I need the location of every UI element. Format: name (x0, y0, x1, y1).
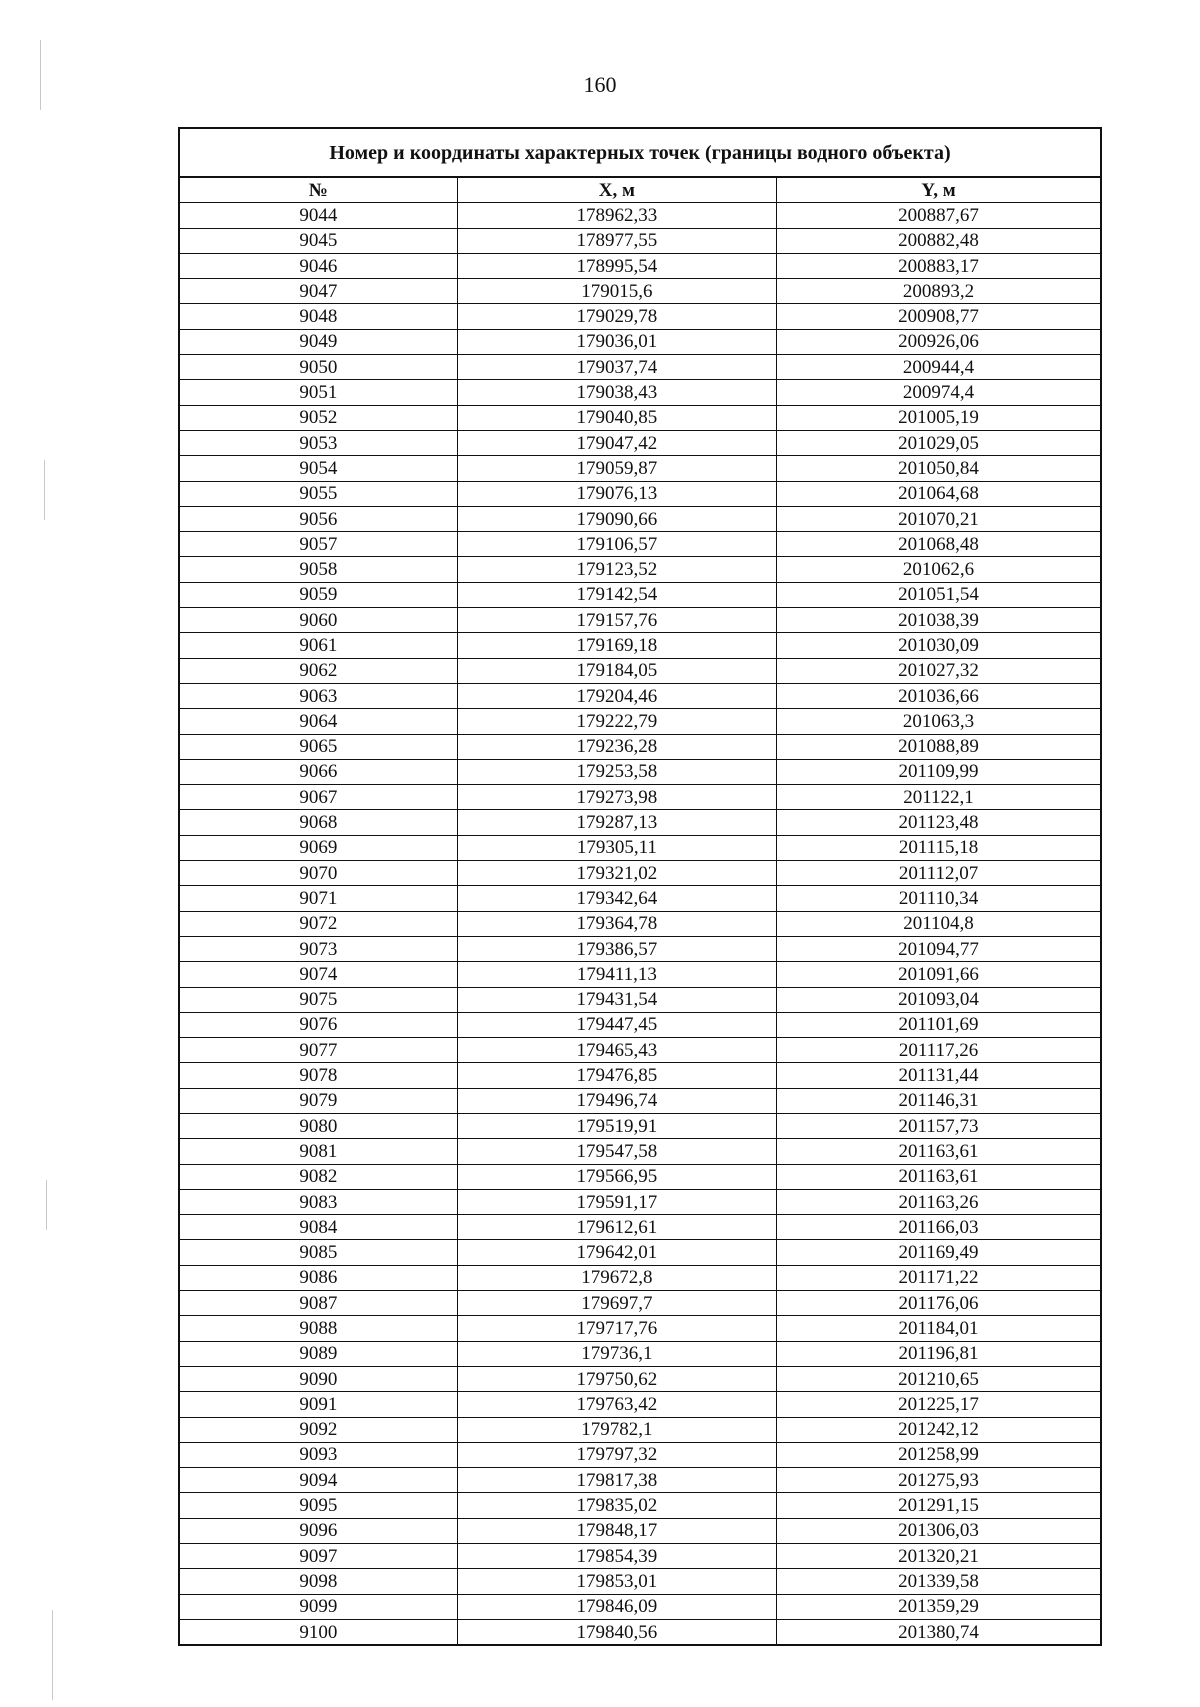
point-number-cell: 9054 (180, 456, 457, 481)
table-row (180, 1619, 1100, 1644)
point-number-cell: 9052 (180, 405, 457, 430)
point-number-cell: 9078 (180, 1063, 457, 1088)
table-row (180, 228, 1100, 253)
y-coordinate-cell: 201064,68 (777, 481, 1100, 506)
y-coordinate-cell: 201157,73 (777, 1113, 1100, 1138)
point-number-cell: 9072 (180, 911, 457, 936)
x-coordinate-cell: 179253,58 (457, 759, 776, 784)
table-row (180, 987, 1100, 1012)
y-coordinate-cell: 201051,54 (777, 582, 1100, 607)
y-coordinate-cell: 201110,34 (777, 886, 1100, 911)
point-number-cell: 9082 (180, 1164, 457, 1189)
point-number-cell: 9069 (180, 835, 457, 860)
x-coordinate-cell: 179036,01 (457, 329, 776, 354)
scan-margin-mark (46, 1180, 47, 1230)
x-coordinate-cell: 179782,1 (457, 1417, 776, 1442)
table-row (180, 1088, 1100, 1113)
y-coordinate-cell: 201030,09 (777, 633, 1100, 658)
y-coordinate-cell: 201169,49 (777, 1240, 1100, 1265)
x-coordinate-cell: 179496,74 (457, 1088, 776, 1113)
y-coordinate-cell: 201306,03 (777, 1518, 1100, 1543)
table-row (180, 1341, 1100, 1366)
x-coordinate-cell: 178995,54 (457, 253, 776, 278)
table-row (180, 1417, 1100, 1442)
x-coordinate-cell: 179142,54 (457, 582, 776, 607)
table-row (180, 279, 1100, 304)
coordinates-table (180, 178, 1100, 1644)
y-coordinate-cell: 201036,66 (777, 683, 1100, 708)
point-number-cell: 9079 (180, 1088, 457, 1113)
point-number-cell: 9061 (180, 633, 457, 658)
table-row (180, 329, 1100, 354)
x-coordinate-cell: 179184,05 (457, 658, 776, 683)
point-number-cell: 9100 (180, 1619, 457, 1644)
y-coordinate-cell: 201050,84 (777, 456, 1100, 481)
y-coordinate-cell: 201242,12 (777, 1417, 1100, 1442)
y-coordinate-cell: 200887,67 (777, 203, 1100, 228)
point-number-cell: 9093 (180, 1442, 457, 1467)
table-row (180, 405, 1100, 430)
x-coordinate-cell: 179840,56 (457, 1619, 776, 1644)
point-number-cell: 9065 (180, 734, 457, 759)
y-coordinate-cell: 201091,66 (777, 962, 1100, 987)
table-row (180, 1038, 1100, 1063)
x-coordinate-cell: 179364,78 (457, 911, 776, 936)
y-coordinate-cell: 201088,89 (777, 734, 1100, 759)
x-coordinate-cell: 179591,17 (457, 1189, 776, 1214)
table-row (180, 1544, 1100, 1569)
x-coordinate-cell: 179848,17 (457, 1518, 776, 1543)
y-coordinate-cell: 200883,17 (777, 253, 1100, 278)
x-coordinate-cell: 179047,42 (457, 430, 776, 455)
y-coordinate-cell: 201196,81 (777, 1341, 1100, 1366)
table-row (180, 1164, 1100, 1189)
y-coordinate-cell: 200908,77 (777, 304, 1100, 329)
table-row (180, 1189, 1100, 1214)
y-coordinate-cell: 201210,65 (777, 1366, 1100, 1391)
x-coordinate-cell: 179287,13 (457, 810, 776, 835)
y-coordinate-cell: 201258,99 (777, 1442, 1100, 1467)
x-coordinate-cell: 179835,02 (457, 1493, 776, 1518)
point-number-cell: 9097 (180, 1544, 457, 1569)
y-coordinate-cell: 201339,58 (777, 1569, 1100, 1594)
point-number-cell: 9084 (180, 1215, 457, 1240)
x-coordinate-cell: 179642,01 (457, 1240, 776, 1265)
table-row (180, 886, 1100, 911)
y-coordinate-cell: 201123,48 (777, 810, 1100, 835)
table-row (180, 683, 1100, 708)
y-coordinate-cell: 201068,48 (777, 532, 1100, 557)
x-coordinate-cell: 179222,79 (457, 709, 776, 734)
y-coordinate-cell: 200974,4 (777, 380, 1100, 405)
x-coordinate-cell: 179040,85 (457, 405, 776, 430)
scan-margin-mark (52, 1610, 53, 1700)
table-row (180, 253, 1100, 278)
column-header-y: Y, м (777, 178, 1100, 203)
x-coordinate-cell: 179059,87 (457, 456, 776, 481)
table-row (180, 456, 1100, 481)
table-row (180, 936, 1100, 961)
y-coordinate-cell: 201291,15 (777, 1493, 1100, 1518)
x-coordinate-cell: 179447,45 (457, 1012, 776, 1037)
point-number-cell: 9094 (180, 1468, 457, 1493)
y-coordinate-cell: 201122,1 (777, 785, 1100, 810)
table-title: Номер и координаты характерных точек (границы водного объекта) (180, 129, 1100, 178)
y-coordinate-cell: 201062,6 (777, 557, 1100, 582)
y-coordinate-cell: 200882,48 (777, 228, 1100, 253)
point-number-cell: 9086 (180, 1265, 457, 1290)
x-coordinate-cell: 179106,57 (457, 532, 776, 557)
y-coordinate-cell: 201117,26 (777, 1038, 1100, 1063)
y-coordinate-cell: 201380,74 (777, 1619, 1100, 1644)
table-row (180, 861, 1100, 886)
y-coordinate-cell: 201166,03 (777, 1215, 1100, 1240)
x-coordinate-cell: 179476,85 (457, 1063, 776, 1088)
point-number-cell: 9095 (180, 1493, 457, 1518)
table-row (180, 785, 1100, 810)
x-coordinate-cell: 179465,43 (457, 1038, 776, 1063)
x-coordinate-cell: 179273,98 (457, 785, 776, 810)
y-coordinate-cell: 201146,31 (777, 1088, 1100, 1113)
y-coordinate-cell: 201101,69 (777, 1012, 1100, 1037)
point-number-cell: 9056 (180, 506, 457, 531)
y-coordinate-cell: 200926,06 (777, 329, 1100, 354)
x-coordinate-cell: 179519,91 (457, 1113, 776, 1138)
x-coordinate-cell: 179169,18 (457, 633, 776, 658)
table-row (180, 1594, 1100, 1619)
table-row (180, 633, 1100, 658)
x-coordinate-cell: 179342,64 (457, 886, 776, 911)
x-coordinate-cell: 179736,1 (457, 1341, 776, 1366)
x-coordinate-cell: 179029,78 (457, 304, 776, 329)
table-row (180, 355, 1100, 380)
y-coordinate-cell: 201115,18 (777, 835, 1100, 860)
point-number-cell: 9048 (180, 304, 457, 329)
point-number-cell: 9070 (180, 861, 457, 886)
point-number-cell: 9055 (180, 481, 457, 506)
point-number-cell: 9064 (180, 709, 457, 734)
point-number-cell: 9051 (180, 380, 457, 405)
table-row (180, 1518, 1100, 1543)
x-coordinate-cell: 179321,02 (457, 861, 776, 886)
point-number-cell: 9062 (180, 658, 457, 683)
y-coordinate-cell: 201275,93 (777, 1468, 1100, 1493)
x-coordinate-cell: 179817,38 (457, 1468, 776, 1493)
y-coordinate-cell: 201163,26 (777, 1189, 1100, 1214)
table-row (180, 1215, 1100, 1240)
x-coordinate-cell: 179853,01 (457, 1569, 776, 1594)
x-coordinate-cell: 179411,13 (457, 962, 776, 987)
x-coordinate-cell: 179076,13 (457, 481, 776, 506)
point-number-cell: 9047 (180, 279, 457, 304)
table-row (180, 1291, 1100, 1316)
point-number-cell: 9075 (180, 987, 457, 1012)
x-coordinate-cell: 179717,76 (457, 1316, 776, 1341)
table-row (180, 203, 1100, 228)
table-row (180, 532, 1100, 557)
point-number-cell: 9045 (180, 228, 457, 253)
x-coordinate-cell: 179090,66 (457, 506, 776, 531)
table-body (180, 203, 1100, 1644)
point-number-cell: 9058 (180, 557, 457, 582)
point-number-cell: 9066 (180, 759, 457, 784)
y-coordinate-cell: 201109,99 (777, 759, 1100, 784)
x-coordinate-cell: 178962,33 (457, 203, 776, 228)
point-number-cell: 9060 (180, 608, 457, 633)
y-coordinate-cell: 200893,2 (777, 279, 1100, 304)
y-coordinate-cell: 201070,21 (777, 506, 1100, 531)
table-row (180, 1569, 1100, 1594)
x-coordinate-cell: 179846,09 (457, 1594, 776, 1619)
point-number-cell: 9089 (180, 1341, 457, 1366)
x-coordinate-cell: 179612,61 (457, 1215, 776, 1240)
x-coordinate-cell: 178977,55 (457, 228, 776, 253)
point-number-cell: 9080 (180, 1113, 457, 1138)
y-coordinate-cell: 201093,04 (777, 987, 1100, 1012)
table-header-row (180, 178, 1100, 203)
y-coordinate-cell: 201104,8 (777, 911, 1100, 936)
table-row (180, 962, 1100, 987)
table-row (180, 810, 1100, 835)
y-coordinate-cell: 201038,39 (777, 608, 1100, 633)
point-number-cell: 9067 (180, 785, 457, 810)
point-number-cell: 9090 (180, 1366, 457, 1391)
point-number-cell: 9085 (180, 1240, 457, 1265)
y-coordinate-cell: 201176,06 (777, 1291, 1100, 1316)
table-row (180, 911, 1100, 936)
column-header-number: № (180, 178, 457, 203)
point-number-cell: 9099 (180, 1594, 457, 1619)
y-coordinate-cell: 201027,32 (777, 658, 1100, 683)
table-row (180, 835, 1100, 860)
table-row (180, 1468, 1100, 1493)
y-coordinate-cell: 201184,01 (777, 1316, 1100, 1341)
point-number-cell: 9092 (180, 1417, 457, 1442)
x-coordinate-cell: 179697,7 (457, 1291, 776, 1316)
table-row (180, 759, 1100, 784)
x-coordinate-cell: 179750,62 (457, 1366, 776, 1391)
table-row (180, 1366, 1100, 1391)
table-row (180, 304, 1100, 329)
point-number-cell: 9077 (180, 1038, 457, 1063)
point-number-cell: 9091 (180, 1392, 457, 1417)
y-coordinate-cell: 201029,05 (777, 430, 1100, 455)
x-coordinate-cell: 179015,6 (457, 279, 776, 304)
table-row (180, 430, 1100, 455)
x-coordinate-cell: 179157,76 (457, 608, 776, 633)
point-number-cell: 9046 (180, 253, 457, 278)
point-number-cell: 9050 (180, 355, 457, 380)
y-coordinate-cell: 201171,22 (777, 1265, 1100, 1290)
table-row (180, 1316, 1100, 1341)
x-coordinate-cell: 179123,52 (457, 557, 776, 582)
table-row (180, 658, 1100, 683)
x-coordinate-cell: 179236,28 (457, 734, 776, 759)
point-number-cell: 9088 (180, 1316, 457, 1341)
table-row (180, 506, 1100, 531)
x-coordinate-cell: 179763,42 (457, 1392, 776, 1417)
y-coordinate-cell: 200944,4 (777, 355, 1100, 380)
coordinates-table-frame (178, 127, 1102, 1646)
point-number-cell: 9059 (180, 582, 457, 607)
y-coordinate-cell: 201225,17 (777, 1392, 1100, 1417)
point-number-cell: 9087 (180, 1291, 457, 1316)
y-coordinate-cell: 201131,44 (777, 1063, 1100, 1088)
table-row (180, 1265, 1100, 1290)
table-row (180, 1392, 1100, 1417)
column-header-x: X, м (457, 178, 776, 203)
y-coordinate-cell: 201359,29 (777, 1594, 1100, 1619)
table-row (180, 557, 1100, 582)
x-coordinate-cell: 179672,8 (457, 1265, 776, 1290)
x-coordinate-cell: 179854,39 (457, 1544, 776, 1569)
x-coordinate-cell: 179038,43 (457, 380, 776, 405)
point-number-cell: 9071 (180, 886, 457, 911)
point-number-cell: 9098 (180, 1569, 457, 1594)
table-row (180, 1012, 1100, 1037)
point-number-cell: 9073 (180, 936, 457, 961)
scan-margin-mark (44, 460, 45, 520)
x-coordinate-cell: 179547,58 (457, 1139, 776, 1164)
point-number-cell: 9063 (180, 683, 457, 708)
table-row (180, 608, 1100, 633)
x-coordinate-cell: 179386,57 (457, 936, 776, 961)
point-number-cell: 9081 (180, 1139, 457, 1164)
x-coordinate-cell: 179797,32 (457, 1442, 776, 1467)
table-row (180, 1442, 1100, 1467)
x-coordinate-cell: 179204,46 (457, 683, 776, 708)
point-number-cell: 9057 (180, 532, 457, 557)
table-row (180, 1113, 1100, 1138)
page-number: 160 (583, 72, 617, 97)
x-coordinate-cell: 179431,54 (457, 987, 776, 1012)
point-number-cell: 9068 (180, 810, 457, 835)
table-row (180, 380, 1100, 405)
table-row (180, 709, 1100, 734)
table-row (180, 734, 1100, 759)
table-row (180, 1493, 1100, 1518)
table-row (180, 582, 1100, 607)
y-coordinate-cell: 201094,77 (777, 936, 1100, 961)
x-coordinate-cell: 179305,11 (457, 835, 776, 860)
point-number-cell: 9053 (180, 430, 457, 455)
x-coordinate-cell: 179037,74 (457, 355, 776, 380)
point-number-cell: 9049 (180, 329, 457, 354)
point-number-cell: 9076 (180, 1012, 457, 1037)
y-coordinate-cell: 201005,19 (777, 405, 1100, 430)
table-row (180, 1240, 1100, 1265)
y-coordinate-cell: 201163,61 (777, 1164, 1100, 1189)
y-coordinate-cell: 201163,61 (777, 1139, 1100, 1164)
point-number-cell: 9074 (180, 962, 457, 987)
y-coordinate-cell: 201112,07 (777, 861, 1100, 886)
x-coordinate-cell: 179566,95 (457, 1164, 776, 1189)
point-number-cell: 9083 (180, 1189, 457, 1214)
y-coordinate-cell: 201063,3 (777, 709, 1100, 734)
point-number-cell: 9044 (180, 203, 457, 228)
table-row (180, 481, 1100, 506)
y-coordinate-cell: 201320,21 (777, 1544, 1100, 1569)
point-number-cell: 9096 (180, 1518, 457, 1543)
table-row (180, 1139, 1100, 1164)
table-row (180, 1063, 1100, 1088)
